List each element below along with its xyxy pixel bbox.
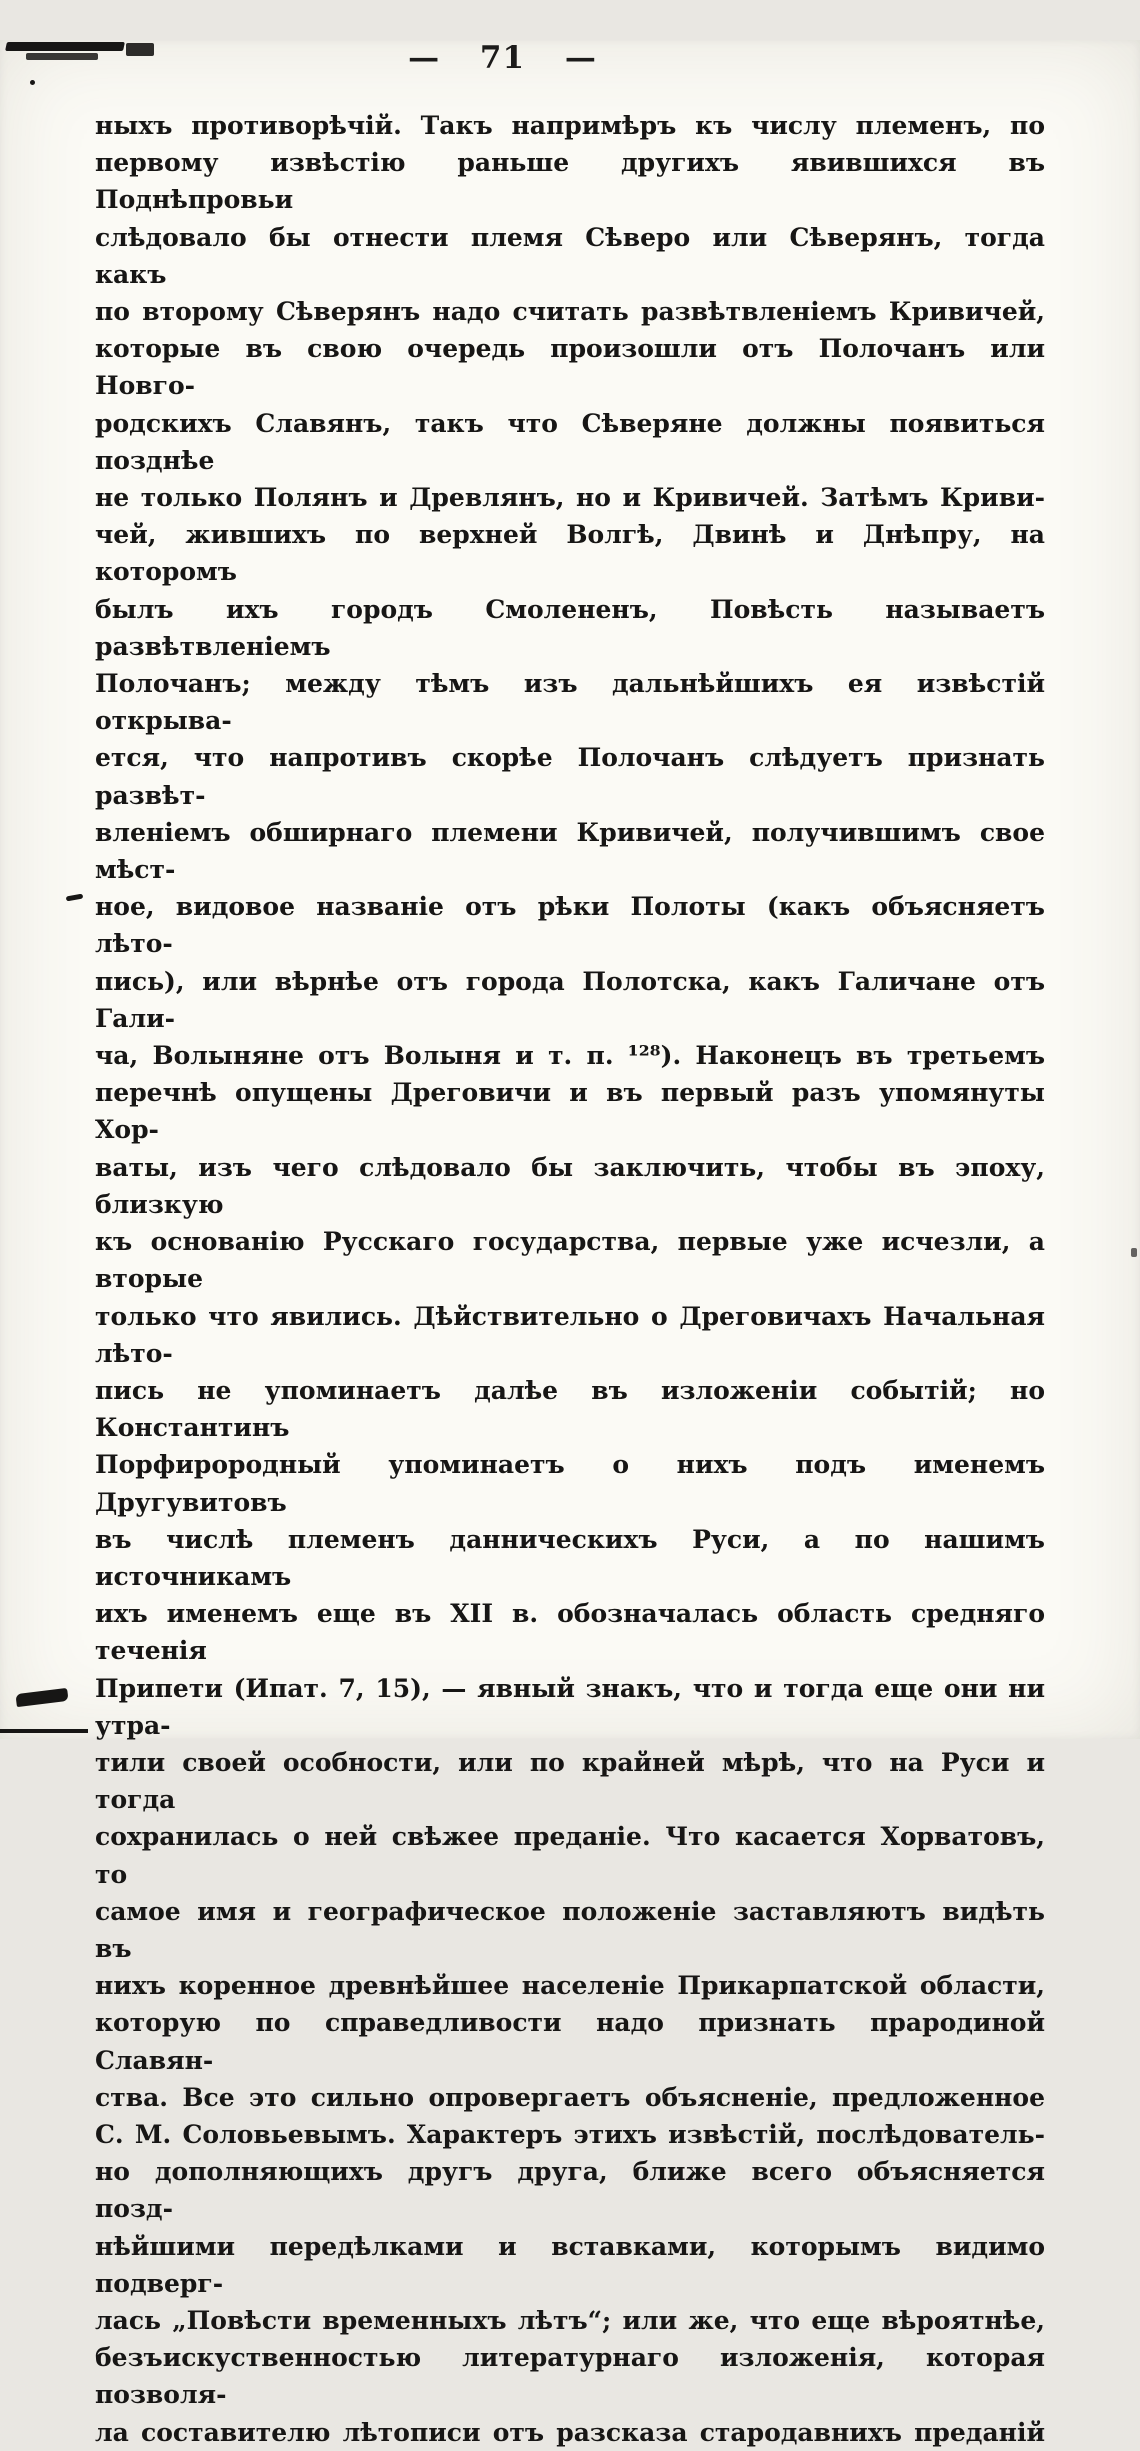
text-line: слѣдовало бы отнести племя Сѣверо или Сѣверянъ, тогда какъ bbox=[95, 222, 1045, 289]
text-line: въ числѣ племенъ данническихъ Руси, а по нашимъ источникамъ bbox=[95, 1524, 1045, 1591]
page-number: — 71 — bbox=[408, 40, 597, 76]
text-line: лась „Повѣсти временныхъ лѣтъ“; или же, что еще вѣроятнѣе, bbox=[95, 2305, 1045, 2335]
text-line: по второму Сѣверянъ надо считать развѣтвленіемъ Кривичей, bbox=[95, 297, 1045, 327]
scan-artifact bbox=[30, 80, 35, 85]
text-line: нѣйшими передѣлками и вставками, которымъ видимо подверг- bbox=[95, 2231, 1045, 2298]
text-line: С. М. Соловьевымъ. Характеръ этихъ извѣстій, послѣдователь- bbox=[95, 2119, 1045, 2149]
text-line: пись не упоминаетъ далѣе въ изложеніи событій; но Константинъ bbox=[95, 1375, 1045, 1443]
text-line: чей, жившихъ по верхней Волгѣ, Двинѣ и Днѣпру, на которомъ bbox=[95, 520, 1045, 587]
text-line: тили своей особности, или по крайней мѣрѣ, что на Руси и тогда bbox=[95, 1747, 1045, 1815]
text-line: которую по справедливости надо признать прародиной Славян- bbox=[95, 2008, 1045, 2075]
text-line: нихъ коренное древнѣйшее населеніе Прикарпатской области, bbox=[95, 1971, 1045, 2001]
text-line: безъискуственностью литературнаго изложенія, которая позволя- bbox=[95, 2343, 1045, 2410]
scan-artifact bbox=[26, 53, 98, 60]
scan-artifact bbox=[126, 43, 154, 56]
text-line: но дополняющихъ другъ друга, ближе всего объясняется позд- bbox=[95, 2157, 1045, 2224]
text-line: ныхъ противорѣчій. Такъ напримѣръ къ числу племенъ, по bbox=[95, 111, 1045, 140]
text-line: ется, что напротивъ скорѣе Полочанъ слѣдуетъ признать развѣт- bbox=[95, 743, 1045, 810]
text-line: былъ ихъ городъ Смолененъ, Повѣсть называетъ развѣтвленіемъ bbox=[95, 594, 1045, 661]
text-line: ства. Все это сильно опровергаетъ объясненіе, предложенное bbox=[95, 2082, 1045, 2112]
text-line: перечнѣ опущены Дреговичи и въ первый разъ упомянуты Хор- bbox=[95, 1078, 1045, 1145]
scan-artifact bbox=[15, 1688, 68, 1707]
text-line: ное, видовое названіе отъ рѣки Полоты (какъ объясняетъ лѣто- bbox=[95, 892, 1045, 959]
scan-artifact bbox=[66, 894, 84, 902]
text-line: ла составителю лѣтописи отъ разсказа стародавнихъ преданій bbox=[95, 2417, 1045, 2447]
text-line: первому извѣстію раньше другихъ явившихся въ Поднѣпровьи bbox=[95, 148, 1045, 215]
page-text bbox=[95, 107, 1045, 2451]
text-line: сохранилась о ней свѣжее преданіе. Что касается Хорватовъ, то bbox=[95, 1822, 1045, 1889]
text-line: Припети (Ипат. 7, 15), — явный знакъ, что и тогда еще они ни утра- bbox=[95, 1673, 1045, 1740]
text-line: вленіемъ обширнаго племени Кривичей, получившимъ свое мѣст- bbox=[95, 817, 1045, 885]
text-line: пись), или вѣрнѣе отъ города Полотска, какъ Галичане отъ Гали- bbox=[95, 966, 1045, 1033]
scan-artifact bbox=[1131, 1248, 1137, 1257]
scan-artifact bbox=[0, 1729, 88, 1733]
text-line: ваты, изъ чего слѣдовало бы заключить, чтобы въ эпоху, близкую bbox=[95, 1152, 1045, 1219]
book-page bbox=[0, 40, 1140, 2447]
text-line: не только Полянъ и Древлянъ, но и Кривичей. Затѣмъ Криви- bbox=[95, 483, 1045, 513]
text-line: Полочанъ; между тѣмъ изъ дальнѣйшихъ ея извѣстій открыва- bbox=[95, 669, 1045, 736]
text-line: только что явились. Дѣйствительно о Дреговичахъ Начальная лѣто- bbox=[95, 1301, 1045, 1368]
text-line: родскихъ Славянъ, такъ что Сѣверяне должны появиться позднѣе bbox=[95, 408, 1045, 475]
text-line: Порфирородный упоминаетъ о нихъ подъ именемъ Другувитовъ bbox=[95, 1450, 1045, 1517]
text-line: ихъ именемъ еще въ XII в. обозначалась область средняго теченія bbox=[95, 1599, 1045, 1666]
text-line: къ основанію Русскаго государства, первые уже исчезли, а вторые bbox=[95, 1227, 1045, 1294]
text-line: которые въ свою очередь произошли отъ Полочанъ или Новго- bbox=[95, 334, 1045, 401]
text-line: самое имя и географическое положеніе заставляютъ видѣть въ bbox=[95, 1896, 1045, 1963]
text-line: ча, Волыняне отъ Волыня и т. п. ¹²⁸). Наконецъ въ третьемъ bbox=[95, 1041, 1045, 1071]
scan-artifact bbox=[5, 42, 125, 51]
